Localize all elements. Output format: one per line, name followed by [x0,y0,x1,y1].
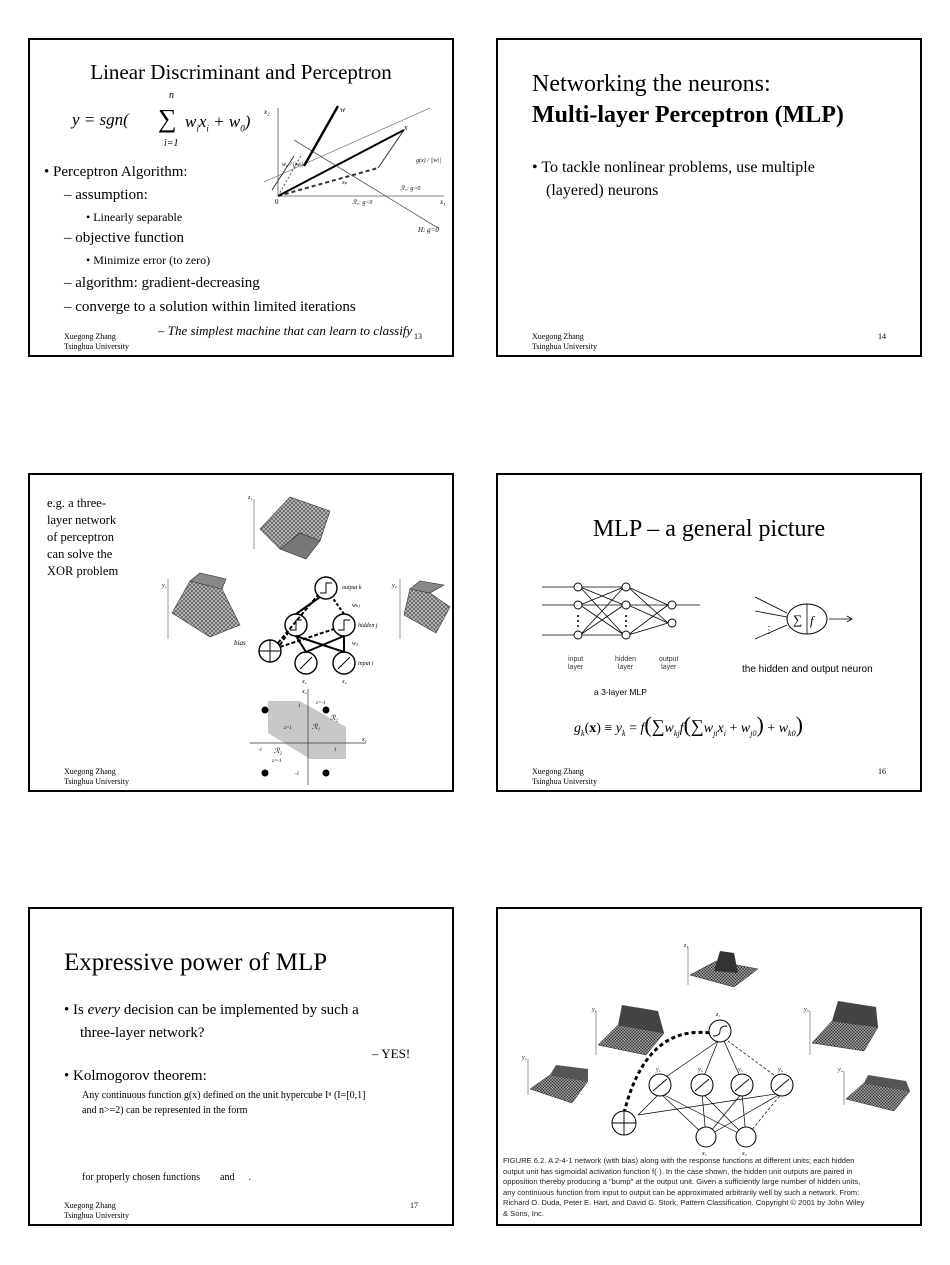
w0-distance-label: w₀ / ||w|| [282,162,304,168]
input-unit [696,1127,716,1147]
x1-axis-label: x₁ [362,737,367,743]
w-vector-label: w [340,105,346,114]
y1-label: y₁ [592,1007,597,1013]
output-bump-plot [683,943,758,987]
bullet-every-decision-cont: three-layer network? [80,1025,205,1041]
page-number: 16 [878,767,886,776]
mlp-caption: a 3-layer MLP [594,687,647,697]
z1-node-label: z₁ [716,1012,721,1018]
axis-x1-label: x₁ [440,198,446,206]
hyperplane-label: H: g=0 [418,226,439,234]
page-number: 17 [410,1201,418,1210]
bullet-kolmogorov: • Kolmogorov theorem: [64,1068,207,1084]
slide-title: Linear Discriminant and Perceptron [90,60,392,84]
slide-footer: Xuegong Zhang Tsinghua University [532,332,597,351]
slide-14 [496,38,922,357]
neuron-caption: the hidden and output neuron [742,664,873,675]
hidden-y4-plot [837,1067,910,1111]
xp-label: xₚ [342,180,348,186]
formula-sum-lower: i=1 [164,138,179,149]
answer-yes: – YES! [372,1046,411,1061]
tick-minus1-horizontal: -1 [258,748,263,753]
perceptron-geometry-figure [258,100,448,232]
svg-text:⋮: ⋮ [764,625,774,636]
x2-axis-label: x₂ [302,689,307,695]
item-converge: – converge to a solution within limited iterations [64,299,356,315]
y3-node-label: y₃ [738,1067,743,1073]
y1-node-label: y₁ [656,1067,661,1073]
output-node [668,601,676,609]
region-r2-bottom-label: ℛ₂ [274,747,283,755]
hidden-node [622,631,630,639]
figure-6-2-network [506,915,916,1157]
z1-axis-label: z₁ [248,495,253,501]
wkj-label: wₖⱼ [352,603,360,609]
tick-1-vertical: 1 [298,704,301,709]
tick-1-horizontal: 1 [334,748,337,753]
region-r2-top-label: ℛ₂ [330,714,339,722]
axis-x2-label: x₂ [264,108,270,116]
bullet-tackle-nonlinear-cont: (layered) neurons [546,182,659,199]
z-minus-one-bottom-label: z=-1 [272,759,282,764]
input-node [574,601,582,609]
bullet-every-decision: • Is every decision can be implemented by such a [64,1002,359,1018]
hidden1-surface-plot [161,573,240,639]
x-vector-label: x [404,123,408,132]
slide-16 [496,473,922,792]
input-node [574,631,582,639]
origin-label: 0 [275,198,279,206]
hidden-j-label: hidden j [358,623,378,629]
z-minus-one-top-label: z=-1 [316,701,326,706]
sum-symbol: ∑ [793,612,803,627]
output-layer-label: output layer [659,656,679,671]
slide-footer: Xuegong Zhang Tsinghua University [64,332,129,351]
slide-title-line1: Networking the neurons: [532,71,771,97]
network-diagram [234,577,378,685]
region-r1-label: ℛ₁ [312,723,321,731]
y2-axis-label: y₂ [392,583,397,589]
quote-simplest-machine: – The simplest machine that can learn to classify [158,323,413,338]
slide-title: Expressive power of MLP [64,949,328,976]
item-assumption: – assumption: [64,187,148,203]
g-distance-label: g(x) / ||w|| [416,158,441,164]
wji-label: wⱼᵢ [352,641,359,647]
formula-sum-upper: n [169,90,174,101]
y2-node-label: y₂ [698,1067,703,1073]
slide-title: MLP – a general picture [592,516,826,542]
figure-caption: FIGURE 6.2. A 2-4-1 network (with bias) along with the response functions at different units; each hidden output unit has sigmoidal activation function f(·). In the case shown, the hidden unit outputs are paired in opposition thereby producing a "bump" at the output unit. Given a sufficiently large number of hidden units, any continuous function from input to output can be approximated arbitrarily well by such a network. From: Richard O. Duda, Peter E. Hart, and David G. Stork, Pattern Classification. Copyright © 2001 by John Wiley & Sons, Inc. [503,1156,865,1218]
functions-text: for properly chosen functions and . [82,1172,251,1183]
page-number: 14 [878,332,886,341]
y3-label: y₃ [804,1007,809,1013]
theorem-line1: Any continuous function g(x) defined on the unit hypercube Iⁿ (I=[0,1] [82,1090,366,1101]
bullet-tackle-nonlinear: • To tackle nonlinear problems, use multiple [532,159,815,176]
theorem-line2: and n>=2) can be represented in the form [82,1105,248,1116]
region2-label: ℛ₂: g<0 [352,200,373,206]
y2-label: y₂ [522,1055,527,1061]
output-node [668,619,676,627]
slide-footer: Xuegong Zhang Tsinghua University [532,767,597,786]
hidden2-surface-plot [391,579,450,639]
y4-node-label: y₄ [778,1067,783,1073]
slide-15 [28,473,454,792]
output-surface-plot [247,495,330,559]
x1-node-label: x₁ [702,1151,707,1157]
x2-node-label: x₂ [742,1151,747,1157]
input-unit [736,1127,756,1147]
z1-label: z₁ [684,943,689,949]
bias-label: bias [234,639,246,647]
input-node [574,583,582,591]
hidden-node [622,601,630,609]
f-symbol: f [810,613,814,628]
bullet-perceptron-algorithm: • Perceptron Algorithm: [44,164,188,180]
hidden-layer-label: hidden layer [615,656,637,671]
slide-footer: Xuegong Zhang Tsinghua University [64,767,129,786]
slide-title-line2: Multi-layer Perceptron (MLP) [532,102,844,128]
input-layer-label: input layer [568,656,584,671]
output-k-label: output k [342,585,362,591]
slide-17 [28,907,454,1226]
xor-description: e.g. a three- layer network of perceptron can solve the XOR problem [47,496,119,578]
y1-axis-label: y₁ [162,583,167,589]
z-plus-one-label: z=1 [284,726,292,731]
x2-input-label: x₂ [342,679,347,685]
item-objective: – objective function [64,230,184,246]
decision-region-plot [250,689,367,785]
hidden-node [622,583,630,591]
formula-body: $w_ix_i + w_0$) [185,112,251,134]
input-i-label: input i [358,661,374,667]
perceptron-formula: y = sgn( [72,110,129,129]
slide-18 [496,907,922,1226]
item-algorithm: – algorithm: gradient-decreasing [64,275,260,291]
neuron-diagram [753,591,863,649]
hidden-y2-plot [521,1055,588,1103]
formula-sum-symbol: ∑ [158,104,177,133]
sub-minimize-error: • Minimize error (to zero) [86,253,211,267]
sub-linearly-separable: • Linearly separable [86,210,183,224]
mlp-formula: $g_k(x) \equiv y_k = f(\sum w_{kj}f(\sum w_{ji}x_i + w_{j0}) + w_{k0})$ [574,712,803,738]
region1-label: ℛ₁: g>0 [400,186,421,192]
y4-label: y₄ [838,1067,843,1073]
xor-network-figure [130,489,452,789]
hidden-y1-plot [591,1005,664,1055]
tick-minus1-vertical: -1 [295,772,300,777]
page-number: 13 [414,332,422,341]
hidden-y3-plot [803,1001,878,1055]
slide-footer: Xuegong Zhang Tsinghua University [64,1201,129,1220]
slide-13 [28,38,454,357]
x1-input-label: x₁ [302,679,307,685]
